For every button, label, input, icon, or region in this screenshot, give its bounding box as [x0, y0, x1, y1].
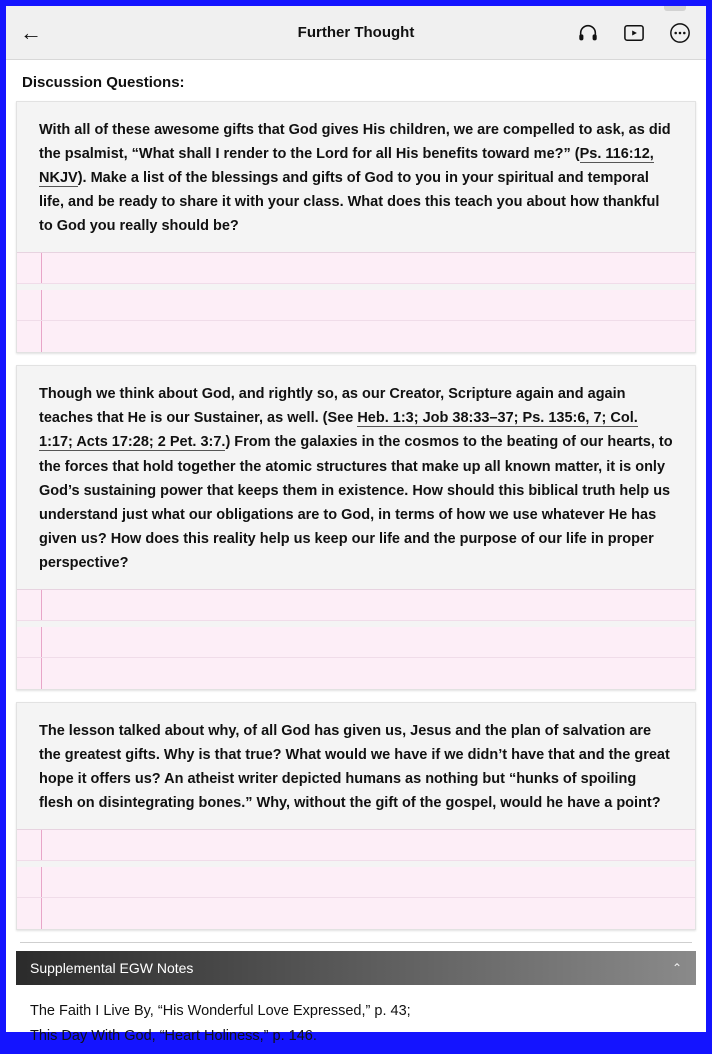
egw-notes-body — [16, 985, 696, 1054]
answer-input-area[interactable] — [17, 252, 695, 352]
question-text-run: The lesson talked about why, of all God has given us, Jesus and the plan of salvation are the greatest gifts. Why is that true? What would we have if we didn’t have that and the great hope it offers us? An atheist writer depicted humans as nothing but “hunks of spoiling flesh on disintegrating bones.” Why, without the gift of the gospel, would he have a point? — [39, 722, 670, 811]
supplemental-egw-notes-panel — [16, 951, 696, 1054]
egw-note-item: The Faith I Live By, “His Wonderful Love Expressed,” p. 43; — [30, 1003, 411, 1020]
headphones-icon[interactable] — [576, 21, 600, 45]
answer-line[interactable] — [17, 627, 695, 658]
answer-line[interactable] — [17, 321, 695, 352]
answer-line[interactable] — [17, 898, 695, 929]
question-list — [16, 101, 696, 930]
answer-line[interactable] — [17, 830, 695, 861]
question-text — [17, 102, 695, 252]
answer-line[interactable] — [17, 867, 695, 898]
scripture-reference[interactable]: Ps. 116:12, NKJV — [39, 146, 654, 187]
section-divider — [20, 942, 692, 943]
egw-note-item: This Day With God, “Heart Holiness,” p. 146. — [30, 1027, 317, 1044]
question-card — [16, 702, 696, 930]
question-card — [16, 365, 696, 690]
answer-line[interactable] — [17, 658, 695, 689]
answer-line[interactable] — [17, 290, 695, 321]
status-notch — [664, 6, 686, 11]
answer-line[interactable] — [17, 590, 695, 621]
scripture-reference[interactable]: Heb. 1:3; Job 38:33–37; Ps. 135:6, 7; Col. 1:17; Acts 17:28; 2 Pet. 3:7. — [39, 410, 638, 451]
app-window — [6, 6, 706, 1044]
top-bar-actions — [576, 21, 692, 45]
question-text — [17, 366, 695, 589]
video-icon[interactable] — [622, 21, 646, 45]
back-button[interactable]: ← — [20, 19, 42, 45]
page-title: Further Thought — [297, 24, 415, 41]
top-app-bar — [6, 6, 706, 60]
chevron-up-icon[interactable]: ⌃ — [671, 961, 682, 976]
question-card — [16, 101, 696, 353]
egw-notes-header[interactable] — [16, 951, 696, 985]
question-text-run: ) From the galaxies in the cosmos to the beating of our hearts, to the forces that hold together the atomic structures that make up all known matter, it is only God’s sustaining power that keeps them in existence. How should this biblical truth help us understand just what our obligations are to God, in terms of how we use whatever He has given us? How does this reality help us keep our life and the purpose of our life in proper perspective? — [39, 434, 673, 571]
question-text-run: ). Make a list of the blessings and gifts of God to you in your spiritual and temporal life, and be ready to share it with your class. What does this teach you about how thankful to God you really should be? — [39, 170, 660, 235]
answer-input-area[interactable] — [17, 589, 695, 689]
discussion-questions-heading: Discussion Questions: — [22, 74, 185, 91]
egw-notes-title: Supplemental EGW Notes — [30, 960, 194, 977]
lesson-content[interactable] — [6, 74, 706, 1044]
question-text-run: Though we think about God, and rightly so, as our Creator, Scripture again and again teaches that He is our Sustainer, as well. (See — [39, 386, 626, 427]
answer-line[interactable] — [17, 253, 695, 284]
question-text-run: With all of these awesome gifts that God gives His children, we are compelled to ask, as did the psalmist, “What shall I render to the Lord for all His benefits toward me?” ( — [39, 122, 671, 163]
answer-input-area[interactable] — [17, 829, 695, 929]
more-options-icon[interactable] — [668, 21, 692, 45]
question-text — [17, 703, 695, 829]
